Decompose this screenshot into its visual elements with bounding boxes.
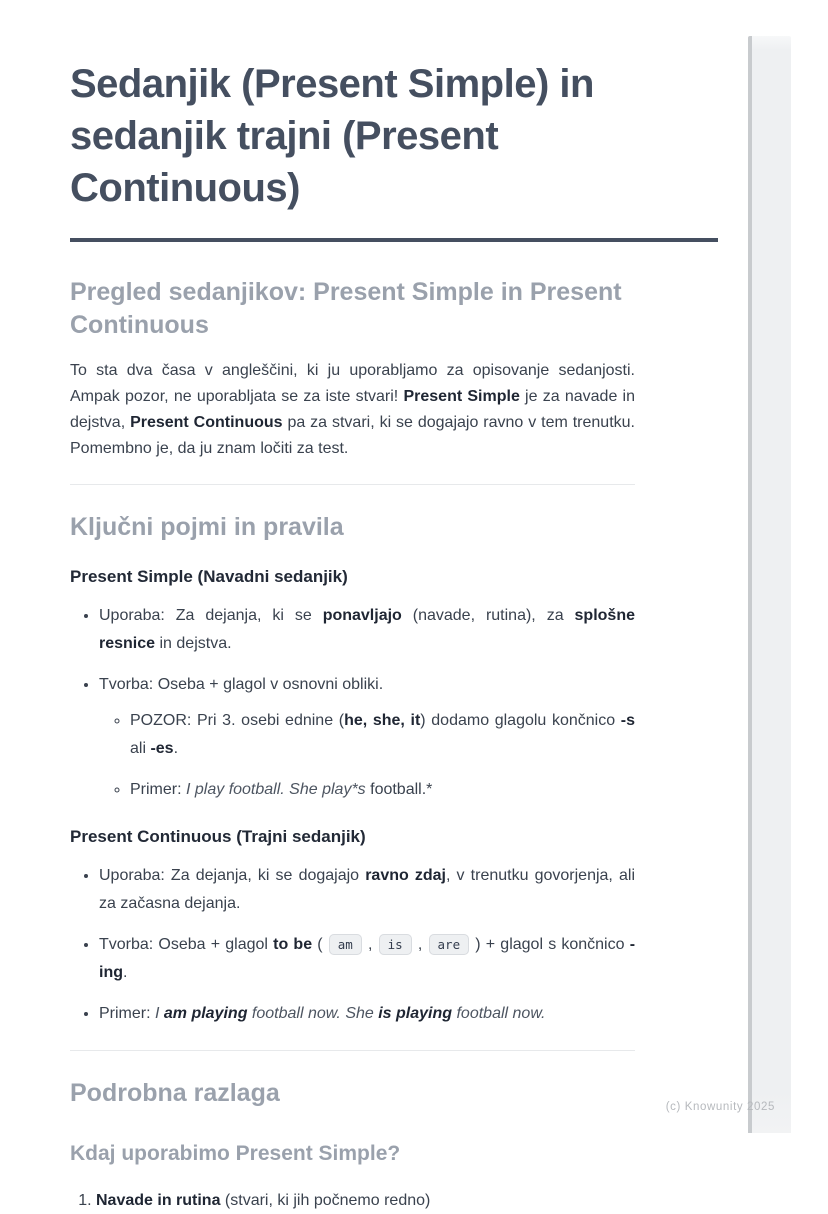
- list-item: [130, 707, 635, 763]
- present-simple-subheading: Present Simple (Navadni sedanjik): [70, 567, 348, 586]
- section-divider: [70, 1050, 635, 1051]
- list-item-text: Uporaba: Za dejanja, ki se ponavljajo (navade, rutina), za splošne resnice in dejstva.: [99, 607, 635, 652]
- detailed-list: [70, 1188, 635, 1214]
- title-rule: [70, 238, 718, 242]
- list-item: [99, 862, 635, 918]
- present-simple-sublist: [99, 707, 635, 804]
- list-item-text: Uporaba: Za dejanja, ki se dogajajo ravno zdaj, v trenutku govorjenja, ali za začasna dejanja.: [99, 867, 635, 912]
- list-item-text: Primer: I play football. She play*s football.*: [130, 781, 433, 798]
- page-edge: [748, 36, 791, 1133]
- list-item: [99, 1000, 635, 1028]
- detailed-heading: Podrobna razlaga: [70, 1079, 280, 1107]
- present-simple-list: [70, 602, 635, 804]
- list-item-text: Tvorba: Oseba + glagol to be ( am , is , are ) + glagol s končnico -ing.: [99, 936, 636, 981]
- list-item-text: Tvorba: Oseba + glagol v osnovni obliki.: [99, 676, 384, 693]
- list-item: [99, 671, 635, 804]
- present-continuous-list: [70, 862, 635, 1028]
- document-content: [70, 0, 718, 1214]
- overview-heading: Pregled sedanjikov: Present Simple in Present Continuous: [70, 278, 622, 339]
- watermark: (c) Knowunity 2025: [665, 1101, 775, 1113]
- list-item: [96, 1188, 635, 1214]
- list-item: [99, 931, 635, 987]
- overview-paragraph: To sta dva časa v angleščini, ki ju uporabljamo za opisovanje sedanjosti. Ampak pozor, ne uporabljata se za iste stvari! Present Simple je za navade in dejstva, Present Continuous pa za stvari, ki se dogajajo ravno v tem trenutku. Pomembno je, da ju znam ločiti za test.: [70, 362, 636, 457]
- section-divider: [70, 484, 635, 485]
- list-item-text: POZOR: Pri 3. osebi ednine (he, she, it) dodamo glagolu končnico -s ali -es.: [130, 712, 636, 757]
- detailed-subheading: Kdaj uporabimo Present Simple?: [70, 1142, 401, 1165]
- list-item: [99, 602, 635, 658]
- present-continuous-subheading: Present Continuous (Trajni sedanjik): [70, 827, 366, 846]
- list-item-text: Primer: I am playing football now. She is playing football now.: [99, 1005, 546, 1022]
- key-rules-heading: Ključni pojmi in pravila: [70, 513, 344, 541]
- list-item-text: Navade in rutina (stvari, ki jih počnemo redno): [96, 1192, 431, 1209]
- page-title: Sedanjik (Present Simple) in sedanjik trajni (Present Continuous): [70, 62, 594, 210]
- list-item: [130, 776, 635, 804]
